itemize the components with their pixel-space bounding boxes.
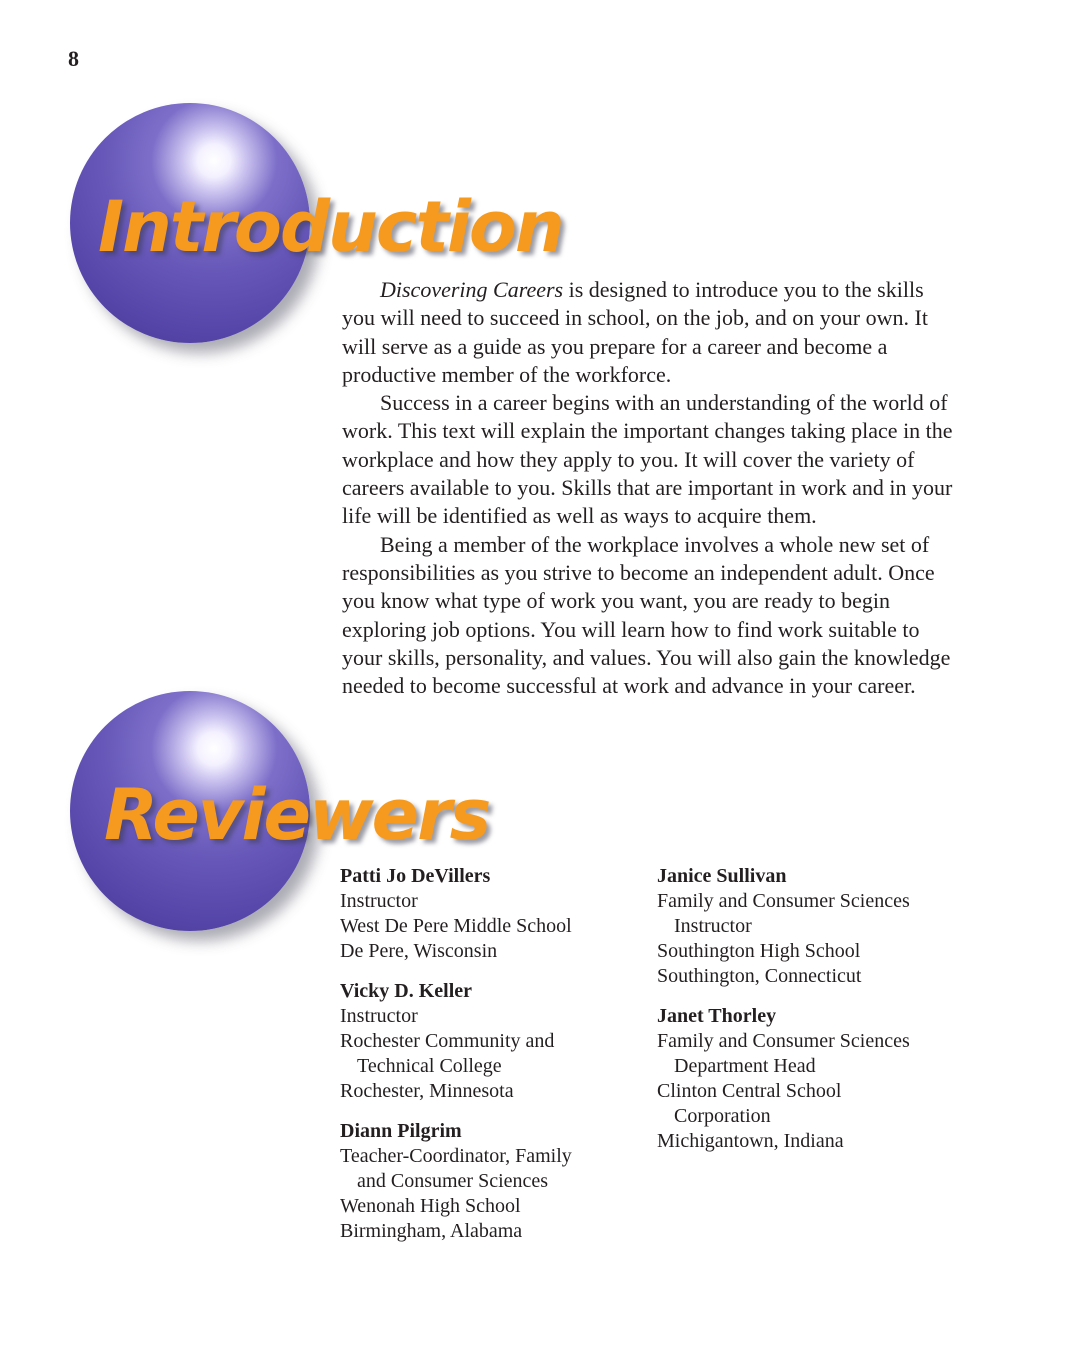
reviewer-title: Family and Consumer Sciences [657,1030,910,1052]
reviewer-entry [340,1119,630,1244]
reviewers-column-right [657,864,957,1169]
reviewer-name: Patti Jo DeVillers [340,865,491,887]
reviewer-location: Southington, Connecticut [657,965,862,987]
reviewers-column-left [340,864,630,1259]
reviewer-location: Michigantown, Indiana [657,1130,844,1152]
introduction-heading: Introduction [98,186,563,268]
reviewer-school: Wenonah High School [340,1195,521,1217]
reviewer-school: Southington High School [657,940,861,962]
reviewer-school: Clinton Central School [657,1080,842,1102]
introduction-body [342,276,962,700]
intro-paragraph-1 [342,276,962,389]
reviewer-school: Rochester Community and [340,1030,555,1052]
reviewer-title-cont: and Consumer Sciences [357,1170,549,1192]
reviewer-title: Instructor [340,890,418,912]
reviewer-entry [657,1004,957,1154]
reviewer-school: West De Pere Middle School [340,915,572,937]
reviewer-name: Janice Sullivan [657,865,787,887]
page-number: 8 [68,46,79,71]
reviewer-name: Diann Pilgrim [340,1120,462,1142]
reviewer-entry [657,864,957,989]
reviewer-title: Instructor [340,1005,418,1027]
reviewer-location: De Pere, Wisconsin [340,940,498,962]
reviewer-entry [340,979,630,1104]
reviewer-title-cont: Instructor [674,915,752,937]
reviewer-title: Family and Consumer Sciences [657,890,910,912]
intro-paragraph-3: Being a member of the workplace involves a whole new set of responsibilities as you strive to become an independent adult. Once you know what type of work you want, you are ready to begin exploring job options. You will learn how to find work suitable to your skills, personality, and values. You will also gain the knowledge needed to become successful at work and advance in your career. [342,531,951,699]
book-title: Discovering Careers [380,277,564,302]
reviewer-entry [340,864,630,964]
intro-paragraph-1-text: is designed to introduce you to the skills you will need to succeed in school, on the job, and on your own. It will serve as a guide as you prepare for a career and become a productive member of the workforce. [342,277,928,387]
intro-paragraph-2: Success in a career begins with an understanding of the world of work. This text will explain the important changes taking place in the workplace and how they apply to you. It will cover the variety of careers available to you. Skills that are important in work and in your life will be identified as well as ways to acquire them. [342,390,953,529]
reviewer-name: Vicky D. Keller [340,980,473,1002]
reviewers-heading: Reviewers [104,774,490,856]
reviewer-school-cont: Technical College [357,1055,502,1077]
reviewer-location: Rochester, Minnesota [340,1080,514,1102]
reviewer-title-cont: Department Head [674,1055,816,1077]
reviewer-location: Birmingham, Alabama [340,1220,523,1242]
reviewer-title: Teacher-Coordinator, Family [340,1145,572,1167]
reviewer-school-cont: Corporation [674,1105,771,1127]
reviewer-name: Janet Thorley [657,1005,777,1027]
